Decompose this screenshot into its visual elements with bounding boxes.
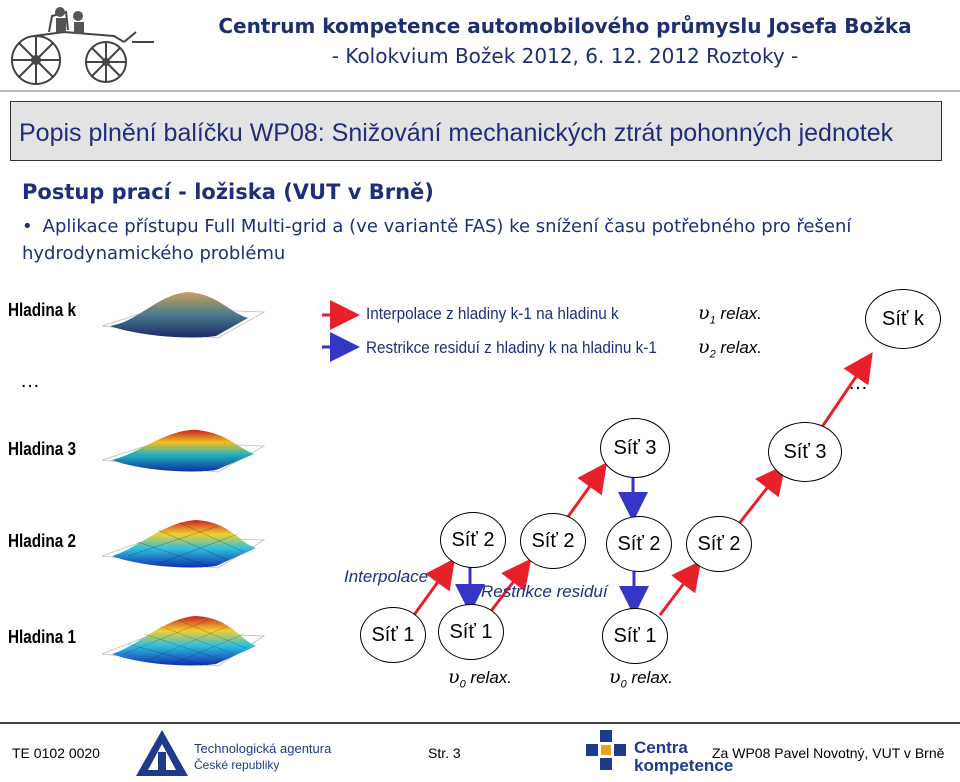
relax1-word: relax. xyxy=(720,304,762,323)
header-subtitle: - Kolokvium Božek 2012, 6. 12. 2012 Roztoky - xyxy=(331,44,799,68)
relax0b-sub: 0 xyxy=(620,678,627,691)
node-sit-2a: Síť 2 xyxy=(440,512,506,568)
relax0a-word: relax. xyxy=(470,668,512,687)
section-title: Postup prací - ložiska (VUT v Brně) xyxy=(22,180,434,204)
centra-line2: kompetence xyxy=(634,756,734,775)
level-2-label: Hladina 2 xyxy=(8,531,77,551)
relax0b-symbol: υ xyxy=(609,666,621,688)
relax1-sub: 1 xyxy=(709,314,716,327)
level-3-label: Hladina 3 xyxy=(8,439,77,459)
page-number: Str. 3 xyxy=(428,745,461,761)
relax1-symbol: υ xyxy=(698,302,710,324)
legend-relax1 xyxy=(698,302,762,326)
bullet-content: Aplikace přístupu Full Multi-grid a (ve variantě FAS) ke snížení času potřebného pro řešení hydrodynamického problému xyxy=(22,216,852,264)
relax2-sub: 2 xyxy=(709,348,716,361)
restrikce-label: Restrikce residuí xyxy=(481,582,608,601)
header-title: Centrum kompetence automobilového průmyslu Josefa Božka xyxy=(218,14,912,38)
agency-line1: Technologická agentura xyxy=(194,741,332,756)
level-dots: … xyxy=(20,370,40,392)
relax0a xyxy=(448,666,512,690)
relax2-symbol: υ xyxy=(698,336,710,358)
relax0b-word: relax. xyxy=(631,668,673,687)
node-sit-1b: Síť 1 xyxy=(438,604,504,660)
level-1-label: Hladina 1 xyxy=(8,627,77,647)
relax2-word: relax. xyxy=(720,338,762,357)
footer-code: TE 0102 0020 xyxy=(12,745,100,761)
legend-relax2 xyxy=(698,336,762,360)
relax0b xyxy=(609,666,673,690)
level-k-label: Hladina k xyxy=(8,300,77,320)
interpolace-label: Interpolace xyxy=(344,567,429,586)
node-sit-2d: Síť 2 xyxy=(686,516,752,572)
node-sit-2b: Síť 2 xyxy=(520,513,586,569)
node-sit-3b: Síť 3 xyxy=(768,422,842,482)
legend-interp-label: Interpolace z hladiny k-1 na hladinu k xyxy=(366,304,619,323)
legend-restr-label: Restrikce residuí z hladiny k na hladinu k-1 xyxy=(366,338,657,357)
relax0a-symbol: υ xyxy=(448,666,460,688)
ta-cr-logo xyxy=(134,728,190,778)
relax0a-sub: 0 xyxy=(459,678,466,691)
slide-title: Popis plnění balíčku WP08: Snižování mechanických ztrát pohonných jednotek xyxy=(10,101,942,161)
dots-right: … xyxy=(848,372,868,394)
bullet-dot: • xyxy=(22,216,33,237)
agency-line2: České republiky xyxy=(194,758,280,772)
node-sit-3a: Síť 3 xyxy=(600,418,670,478)
node-sit-1c: Síť 1 xyxy=(602,608,668,664)
centra-logo xyxy=(584,728,628,774)
footer-divider xyxy=(0,722,960,724)
node-sit-2c: Síť 2 xyxy=(606,516,672,572)
node-sit-1a: Síť 1 xyxy=(360,607,426,663)
node-sit-k: Síť k xyxy=(865,289,941,349)
footer-author: Za WP08 Pavel Novotný, VUT v Brně xyxy=(712,745,945,761)
centra-line1: Centra xyxy=(634,738,688,757)
